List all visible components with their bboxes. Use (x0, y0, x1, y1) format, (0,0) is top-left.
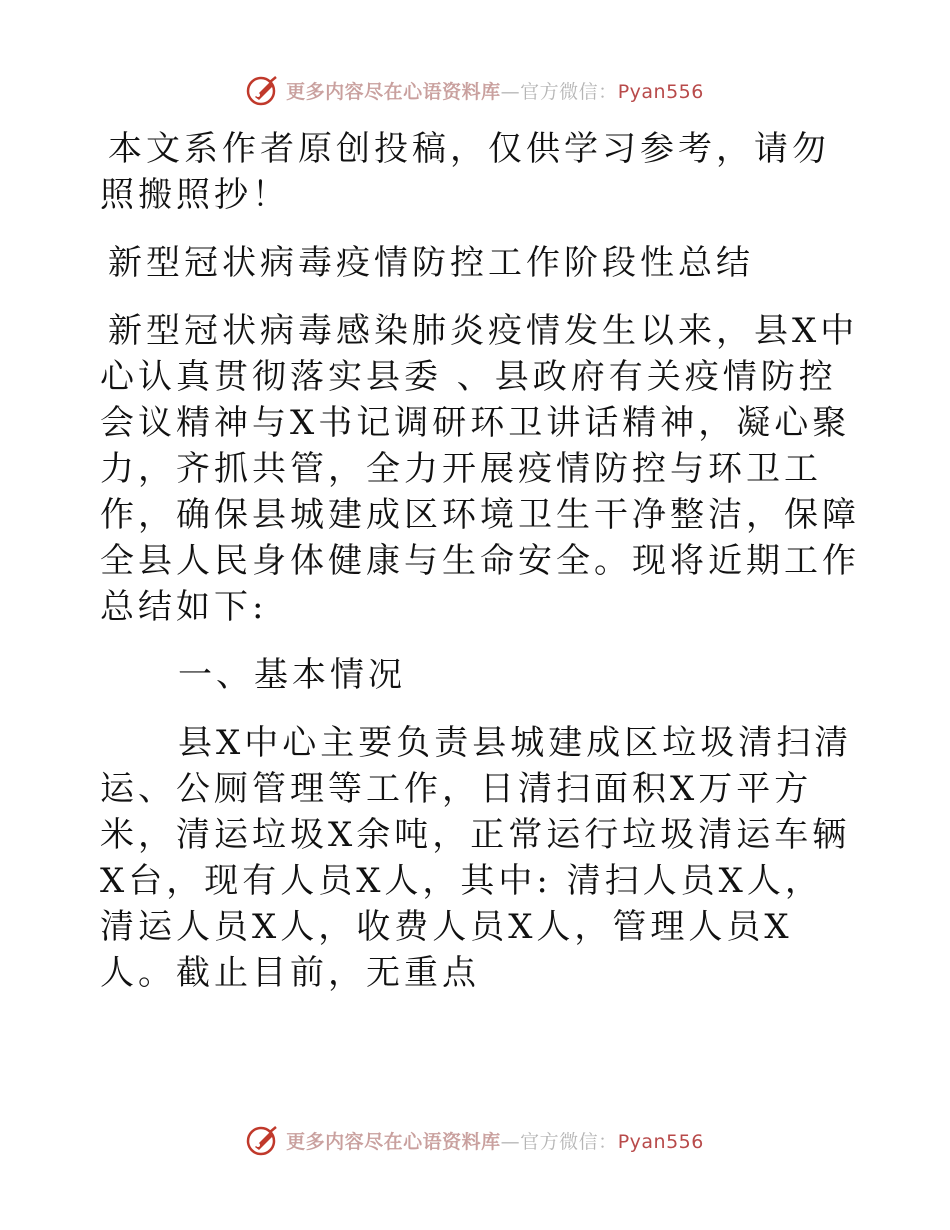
watermark-main-text: 更多内容尽在心语资料库 (286, 80, 501, 103)
intro-paragraph: 新型冠状病毒感染肺炎疫情发生以来，县X中心认真贯彻落实县委 、县政府有关疫情防控会议精神与X书记调研环卫讲话精神，凝心聚力，齐抓共管，全力开展疫情防控与环卫工作，确保县城建成区环境卫生干净整洁，保障全县人民身体健康与生命安全。现将近期工作总结如下: (100, 311, 860, 627)
watermark-account: Pyan556 (617, 80, 704, 103)
watermark-account: Pyan556 (617, 1130, 704, 1153)
copyright-notice: 本文系作者原创投稿，仅供学习参考，请勿照搬照抄！ (100, 129, 830, 215)
pen-logo-icon (246, 73, 280, 107)
pen-logo-icon (246, 1123, 280, 1157)
watermark-footer (0, 1120, 950, 1160)
document-body (100, 126, 860, 996)
section-heading: 一、基本情况 (178, 655, 406, 695)
watermark-header (0, 70, 950, 110)
section-body: 县X中心主要负责县城建成区垃圾清扫清运、公厕管理等工作，日清扫面积X万平方米，清运垃圾X余吨，正常运行垃圾清运车辆X台，现有人员X人，其中: 清扫人员X人，清运人员X人，收费人员X人，管理人员X人。截止目前，无重点 (100, 723, 853, 993)
watermark-sub-text: 官方微信： (520, 1130, 618, 1153)
watermark-dash: — (500, 80, 521, 103)
document-title: 新型冠状病毒疫情防控工作阶段性总结 (108, 243, 754, 283)
watermark-main-text: 更多内容尽在心语资料库 (286, 1130, 501, 1153)
watermark-sub-text: 官方微信： (520, 80, 618, 103)
watermark-dash: — (500, 1130, 521, 1153)
